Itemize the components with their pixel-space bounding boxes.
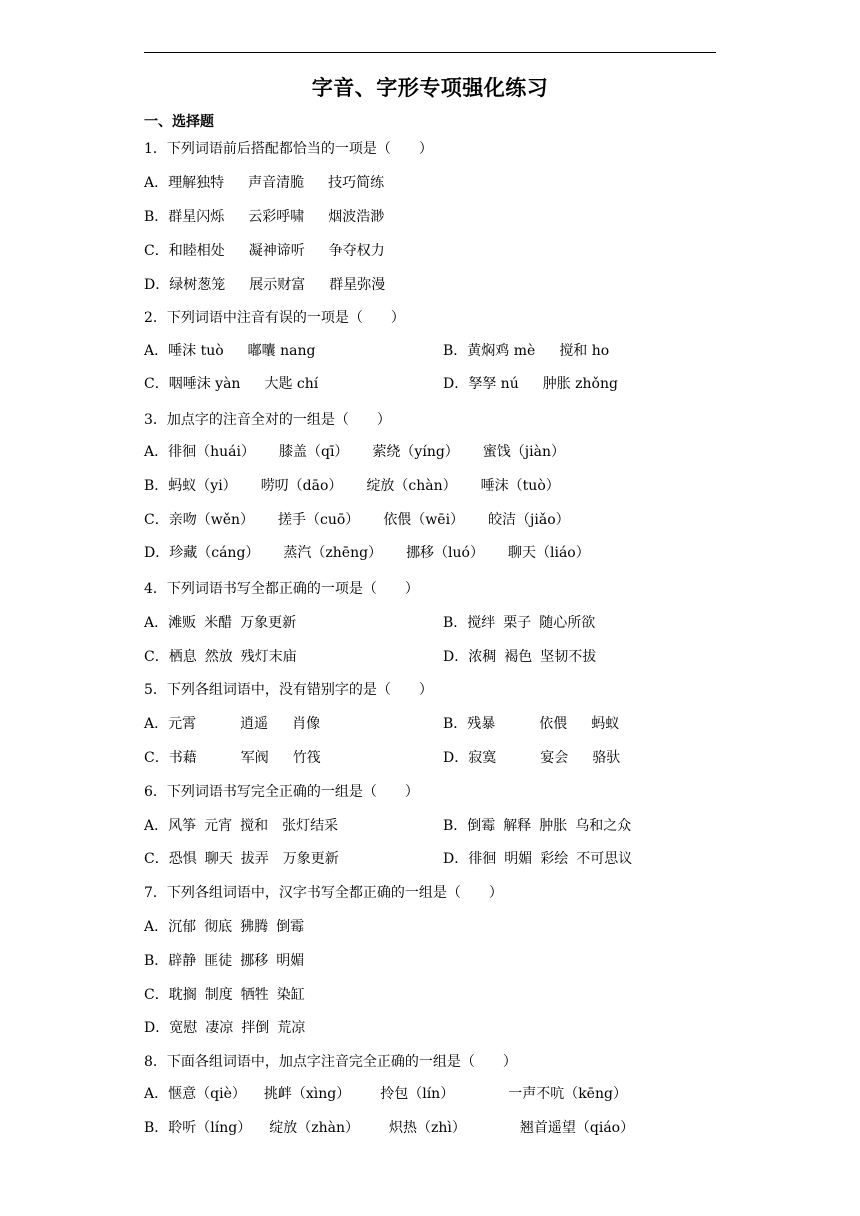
question-1-option-d (144, 275, 724, 295)
question-7-stem: 7．下列各组词语中，汉字书写全都正确的一组是（ ） (144, 885, 503, 901)
word: 栗子 (503, 615, 532, 631)
word: 不可思议 (576, 851, 633, 867)
word: 徘徊（huái） (168, 444, 255, 460)
word: 聊天 (204, 851, 233, 867)
question-7-option-d (144, 1018, 724, 1038)
word: 绽放（zhàn） (269, 1120, 359, 1136)
question-6-options-ab (144, 816, 724, 836)
word: 绽放（chàn） (366, 478, 457, 494)
question-4-options-cd (144, 647, 724, 667)
word: 蜜饯（jiàn） (482, 444, 565, 460)
word: 惬意（qiè） (168, 1086, 246, 1102)
option-label: A． (144, 1086, 169, 1102)
word: 染缸 (276, 987, 305, 1003)
word: 元霄 (168, 716, 197, 732)
question-5-stem: 5．下列各组词语中，没有错别字的是（ ） (144, 682, 433, 698)
word: 褐色 (504, 649, 533, 665)
word: 然放 (204, 649, 233, 665)
question-8-option-b (144, 1118, 724, 1138)
word: 寂寞 (468, 750, 497, 766)
word: 竹筏 (292, 750, 321, 766)
word: 理解独特 (168, 175, 225, 191)
word: 耽搁 (168, 987, 197, 1003)
word: 凄凉 (205, 1020, 234, 1036)
option-label: B． (443, 343, 468, 359)
option-label: D． (443, 649, 469, 665)
word: 声音清脆 (248, 175, 305, 191)
word: 争夺权力 (328, 243, 385, 259)
question-2-option-a (144, 341, 339, 361)
word: 拌倒 (241, 1020, 270, 1036)
question-7-option-a (144, 917, 724, 937)
word: 嘟囔 nang (247, 343, 316, 359)
question-8-option-a (144, 1084, 724, 1104)
word: 黄焖鸡 mè (467, 343, 536, 359)
word: 蚂蚁（yi） (168, 478, 237, 494)
question-6-option-d (443, 849, 640, 869)
word: 栖息 (168, 649, 197, 665)
word: 坚韧不拔 (540, 649, 597, 665)
word: 逍遥 (240, 716, 269, 732)
option-label: A． (144, 615, 169, 631)
option-label: B． (443, 818, 468, 834)
word: 荒凉 (277, 1020, 306, 1036)
word: 残灯末庙 (240, 649, 297, 665)
option-label: A． (144, 919, 169, 935)
option-label: A． (144, 818, 169, 834)
question-5-option-c (144, 748, 345, 768)
option-label: D． (144, 1020, 170, 1036)
word: 残暴 (467, 716, 496, 732)
option-label: B． (144, 209, 169, 225)
question-1-stem: 1．下列词语前后搭配都恰当的一项是（ ） (144, 141, 433, 157)
word: 皎洁（jiǎo） (488, 512, 570, 528)
question-3-option-c (144, 510, 724, 530)
question-7-option-c (144, 985, 724, 1005)
question-5-option-b (443, 714, 643, 734)
word: 制度 (204, 987, 233, 1003)
word: 解释 (503, 818, 532, 834)
option-label: A． (144, 175, 169, 191)
word: 倒霉 (467, 818, 496, 834)
word: 绿树葱笼 (169, 277, 226, 293)
word: 凝神谛听 (248, 243, 305, 259)
question-3-option-d (144, 543, 724, 563)
word: 明媚 (276, 953, 305, 969)
question-3-option-a (144, 442, 724, 462)
question-1-option-c (144, 241, 724, 261)
option-label: B． (144, 953, 169, 969)
word: 倒霉 (276, 919, 305, 935)
question-1-option-a (144, 173, 724, 193)
word: 炽热（zhì） (389, 1120, 466, 1136)
option-label: B． (144, 1120, 169, 1136)
word: 萦绕（yíng） (372, 444, 459, 460)
word: 依偎 (539, 716, 568, 732)
option-label: C． (144, 512, 169, 528)
word: 唾沫（tuò） (480, 478, 560, 494)
question-4-stem: 4．下列词语书写全都正确的一项是（ ） (144, 581, 419, 597)
question-4-option-c (144, 647, 305, 667)
word: 匪徒 (204, 953, 233, 969)
question-6-option-c (144, 849, 347, 869)
word: 辟静 (168, 953, 197, 969)
option-label: C． (144, 376, 169, 392)
word: 张灯结采 (282, 818, 339, 834)
word: 一声不吭（kēng） (508, 1086, 627, 1102)
word: 聊天（liáo） (508, 545, 590, 561)
word: 搅和 (240, 818, 269, 834)
word: 军阀 (240, 750, 269, 766)
option-label: C． (144, 649, 169, 665)
header-rule (144, 52, 716, 53)
word: 彻底 (204, 919, 233, 935)
word: 和睦相处 (168, 243, 225, 259)
word: 明媚 (504, 851, 533, 867)
option-label: A． (144, 444, 169, 460)
word: 聆听（líng） (168, 1120, 252, 1136)
option-label: D． (144, 277, 170, 293)
word: 搅绊 (467, 615, 496, 631)
word: 群星弥漫 (329, 277, 386, 293)
word: 翘首遥望（qiáo） (519, 1120, 635, 1136)
word: 亲吻（wěn） (168, 512, 255, 528)
question-6-stem: 6．下列词语书写完全正确的一组是（ ） (144, 784, 419, 800)
option-label: A． (144, 716, 169, 732)
word: 膝盖（qī） (278, 444, 349, 460)
word: 书藉 (168, 750, 197, 766)
question-2-option-c (144, 374, 342, 394)
word: 挑衅（xìng） (263, 1086, 351, 1102)
question-5-option-d (443, 748, 644, 768)
question-6-option-a (144, 816, 346, 836)
word: 万象更新 (282, 851, 339, 867)
word: 蚂蚁 (591, 716, 620, 732)
word: 宽慰 (169, 1020, 198, 1036)
word: 肖像 (292, 716, 321, 732)
word: 彩绘 (540, 851, 569, 867)
word: 孥孥 nú (468, 376, 519, 392)
question-2-options-cd (144, 374, 724, 394)
word: 搓手（cuō） (278, 512, 360, 528)
word: 沉郁 (168, 919, 197, 935)
word: 咽唾沫 yàn (168, 376, 241, 392)
option-label: B． (144, 478, 169, 494)
word: 徘徊 (468, 851, 497, 867)
word: 挪移（luó） (406, 545, 484, 561)
word: 展示财富 (249, 277, 306, 293)
option-label: A． (144, 343, 169, 359)
question-2-option-b (443, 341, 633, 361)
word: 依偎（wēi） (383, 512, 465, 528)
question-6-options-cd (144, 849, 724, 869)
option-label: D． (443, 376, 469, 392)
option-label: B． (443, 716, 468, 732)
option-label: D． (443, 851, 469, 867)
question-2-option-d (443, 374, 642, 394)
question-3-option-b (144, 476, 724, 496)
word: 乌和之众 (575, 818, 632, 834)
word: 群星闪烁 (168, 209, 225, 225)
question-4-options-ab (144, 613, 724, 633)
word: 拎包（lín） (380, 1086, 455, 1102)
word: 滩贩 (168, 615, 197, 631)
word: 牺牲 (240, 987, 269, 1003)
word: 唾沫 tuò (168, 343, 224, 359)
word: 技巧简练 (328, 175, 385, 191)
question-8-stem: 8．下面各组词语中，加点字注音完全正确的一组是（ ） (144, 1054, 517, 1070)
question-6-option-b (443, 816, 639, 836)
question-4-option-a (144, 613, 304, 633)
word: 随心所欲 (539, 615, 596, 631)
word: 万象更新 (240, 615, 297, 631)
question-3-stem: 3．加点字的注音全对的一组是（ ） (144, 412, 391, 428)
option-label: C． (144, 750, 169, 766)
word: 云彩呼啸 (248, 209, 305, 225)
word: 拔弄 (240, 851, 269, 867)
word: 风筝 (168, 818, 197, 834)
word: 珍藏（cáng） (169, 545, 260, 561)
option-label: C． (144, 243, 169, 259)
option-label: C． (144, 987, 169, 1003)
question-5-options-cd (144, 748, 724, 768)
question-4-option-d (443, 647, 604, 667)
option-label: B． (443, 615, 468, 631)
word: 唠叨（dāo） (260, 478, 343, 494)
section-heading: 一、选择题 (144, 114, 214, 130)
word: 搅和 ho (559, 343, 610, 359)
question-5-option-a (144, 714, 344, 734)
question-1-option-b (144, 207, 724, 227)
word: 浓稠 (468, 649, 497, 665)
word: 烟波浩渺 (328, 209, 385, 225)
word: 大匙 chí (264, 376, 319, 392)
question-5-options-ab (144, 714, 724, 734)
question-2-stem: 2．下列词语中注音有误的一项是（ ） (144, 310, 405, 326)
word: 肿胀 zhǒng (542, 376, 618, 392)
option-label: C． (144, 851, 169, 867)
option-label: D． (144, 545, 170, 561)
word: 元宵 (204, 818, 233, 834)
option-label: D． (443, 750, 469, 766)
word: 骆驮 (592, 750, 621, 766)
word: 恐惧 (168, 851, 197, 867)
word: 宴会 (540, 750, 569, 766)
question-7-option-b (144, 951, 724, 971)
word: 米醋 (204, 615, 233, 631)
word: 挪移 (240, 953, 269, 969)
question-4-option-b (443, 613, 603, 633)
page-title: 字音、字形专项强化练习 (311, 76, 549, 100)
question-2-options-ab (144, 341, 724, 361)
word: 蒸汽（zhēng） (283, 545, 383, 561)
word: 肿胀 (539, 818, 568, 834)
word: 狒腾 (240, 919, 269, 935)
